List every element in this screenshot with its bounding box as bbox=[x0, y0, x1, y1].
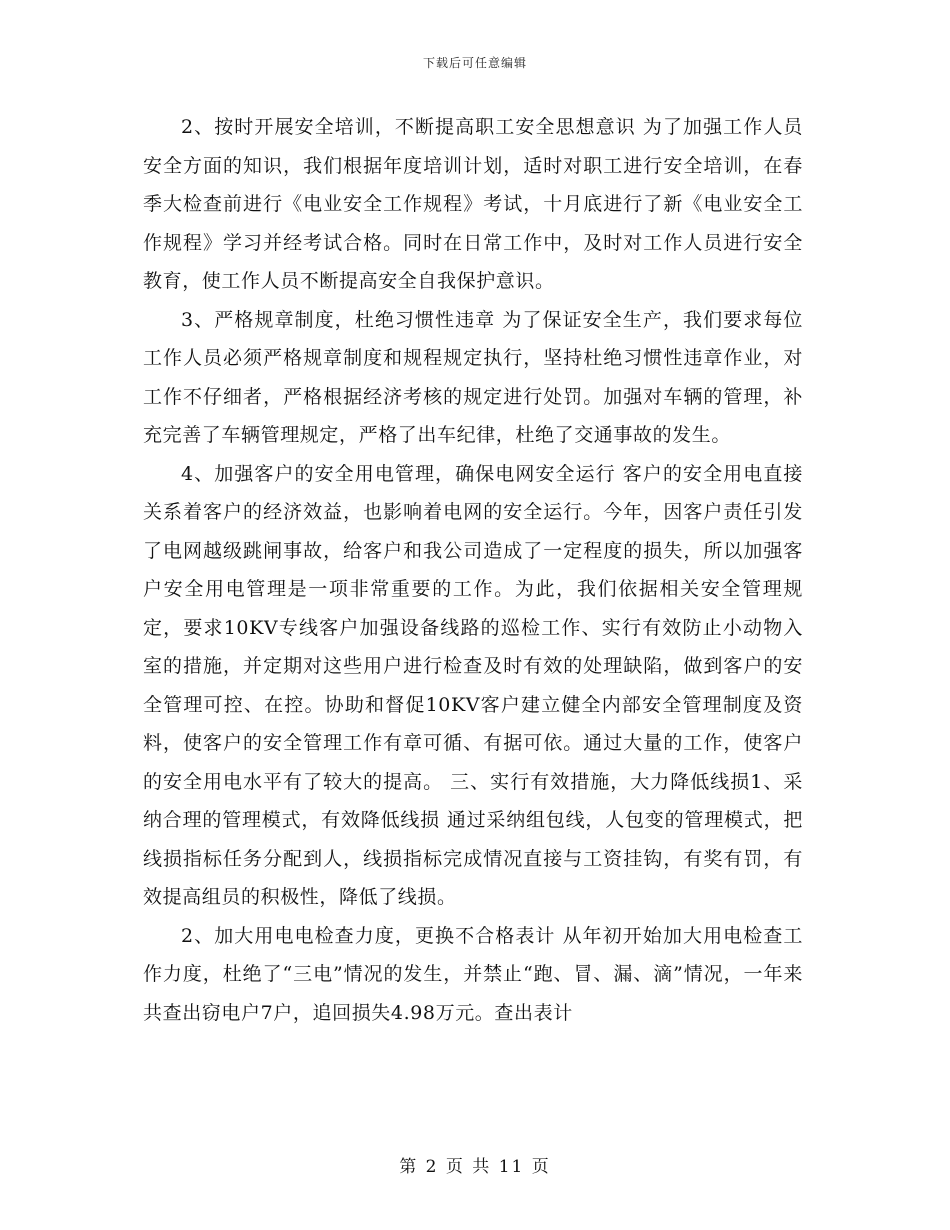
paragraph-customer-safety: 4、加强客户的安全用电管理，确保电网安全运行 客户的安全用电直接关系着客户的经济效益，也影响着电网的安全运行。今年，因客户责任引发了电网越级跳闸事故，给客户和我公司造成了一定程度的损失，所以加强客户安全用电管理是一项非常重要的工作。为此，我们依据相关安全管理规定，要求10KV专线客户加强设备线路的巡检工作、实行有效防止小动物入室的措施，并定期对这些用户进行检查及时有效的处理缺陷，做到客户的安全管理可控、在控。协助和督促10KV客户建立健全内部安全管理制度及资料，使客户的安全管理工作有章可循、有据可依。通过大量的工作，使客户的安全用电水平有了较大的提高。 三、实行有效措施，大力降低线损1、采纳合理的管理模式，有效降低线损 通过采纳组包线，人包变的管理模式，把线损指标任务分配到人，线损指标完成情况直接与工资挂钩，有奖有罚，有效提高组员的积极性，降低了线损。 bbox=[143, 462, 803, 908]
paragraph-inspection: 2、加大用电电检查力度，更换不合格表计 从年初开始加大用电检查工作力度，杜绝了“三电”情况的发生，并禁止“跑、冒、漏、滴”情况，一年来共查出窃电户7户，追回损失4.98万元。查出表计 bbox=[143, 924, 803, 1024]
page-number-footer: 第 2 页 共 11 页 bbox=[399, 1157, 551, 1177]
paragraph-rules-regulations: 3、严格规章制度，杜绝习惯性违章 为了保证安全生产，我们要求每位工作人员必须严格规章制度和规程规定执行，坚持杜绝习惯性违章作业，对工作不仔细者，严格根据经济考核的规定进行处罚。加强对车辆的管理，补充完善了车辆管理规定，严格了出车纪律，杜绝了交通事故的发生。 bbox=[143, 308, 803, 446]
document-body bbox=[143, 108, 803, 1032]
page-header-note: 下载后可任意编辑 bbox=[422, 56, 527, 70]
paragraph-safety-training: 2、按时开展安全培训，不断提高职工安全思想意识 为了加强工作人员安全方面的知识，我们根据年度培训计划，适时对职工进行安全培训，在春季大检查前进行《电业安全工作规程》考试，十月底进行了新《电业安全工作规程》学习并经考试合格。同时在日常工作中，及时对工作人员进行安全教育，使工作人员不断提高安全自我保护意识。 bbox=[143, 116, 803, 292]
